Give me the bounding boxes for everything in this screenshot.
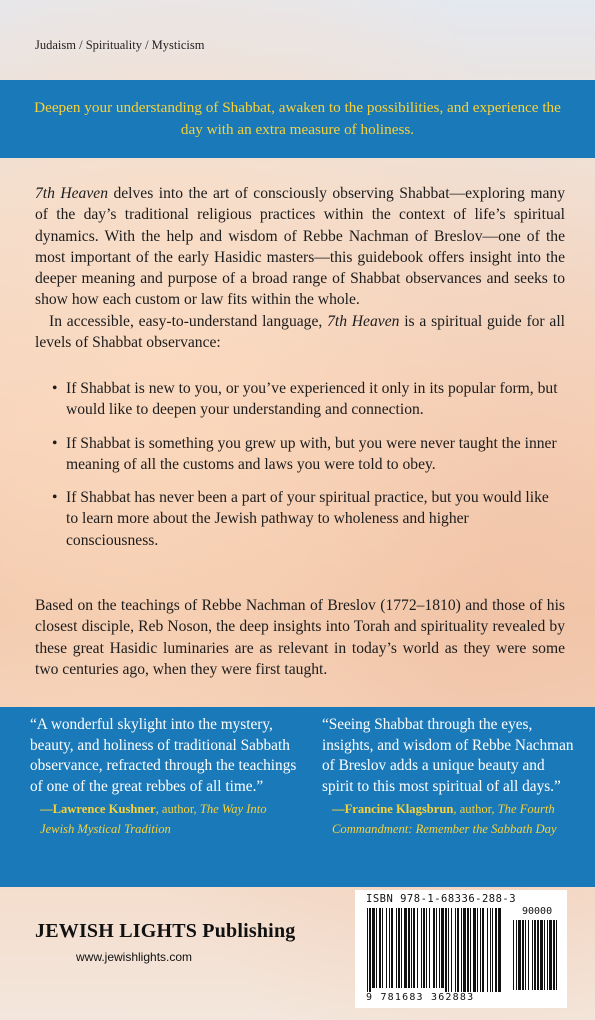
- tagline: Deepen your understanding of Shabbat, awaken to the possibilities, and experience the day with an extra measure of holiness.: [34, 99, 561, 138]
- price-code: 90000: [522, 906, 553, 917]
- bullet-item: • If Shabbat has never been a part of your spiritual practice, but you would like to learn more about the Jewish pathway to wholeness and higher consciousness.: [52, 487, 564, 551]
- bullet-item: • If Shabbat is new to you, or you’ve experienced it only in its popular form, but would like to deepen your understanding and connection.: [52, 378, 564, 421]
- quote-author: —Francine Klagsbrun: [332, 802, 454, 816]
- bullet-item: • If Shabbat is something you grew up with, but you were never taught the inner meaning of all the customs and laws you were told to obey.: [52, 433, 564, 476]
- quote-role: , author,: [155, 802, 200, 816]
- publisher-website: www.jewishlights.com: [76, 950, 193, 964]
- quote-klagsbrun: [322, 715, 577, 839]
- intro-text: delves into the art of consciously observing Shabbat—exploring many of the day’s traditional religious practices within the context of life’s spiritual dynamics. With the help and wisdom of Rebbe Nachman of Breslov—one of the most important of the early Hasidic masters—this guidebook offers insight into the deeper meaning and purpose of a broad range of Shabbat observances and seeks to show how each custom or law fits within the whole.: [35, 185, 565, 309]
- intro2-paragraph: [35, 311, 565, 354]
- closing-paragraph: Based on the teachings of Rebbe Nachman of Breslov (1772–1810) and those of his closest disciple, Reb Noson, the deep insights into Torah and spirituality revealed by these great Hasidic luminaries are as relevant in today’s world as they were some two centuries ago, when they were first taught.: [35, 597, 565, 678]
- quote-work: The Way Into Jewish Mystical Tradition: [40, 802, 267, 836]
- bullet-list: [52, 378, 564, 563]
- quote-role: , author,: [453, 802, 498, 816]
- barcode-number: 9 781683 362883: [366, 992, 475, 1003]
- quote-author: —Lawrence Kushner: [40, 802, 156, 816]
- quote-kushner: [30, 715, 300, 839]
- isbn-text: ISBN 978-1-68336-288-3: [366, 893, 517, 905]
- quote-work: The Fourth Commandment: Remember the Sabbath Day: [332, 802, 557, 836]
- intro-paragraph: [35, 183, 565, 311]
- book-title-italic: 7th Heaven: [35, 185, 108, 202]
- category-label: Judaism / Spirituality / Mysticism: [35, 38, 205, 52]
- publisher-logo: JEWISH LIGHTS Publishing: [35, 920, 296, 942]
- quote-text: “A wonderful skylight into the mystery, beauty, and holiness of traditional Sabbath observance, refracted through the teachings of one of the great rebbes of all time.”: [30, 716, 297, 795]
- intro2-after: is a spiritual guide for all levels of Shabbat observance:: [35, 313, 565, 352]
- quote-text: “Seeing Shabbat through the eyes, insights, and wisdom of Rebbe Nachman of Breslov adds a unique beauty and spirit to this most spiritual of all days.”: [322, 716, 574, 795]
- intro2-before: In accessible, easy-to-understand language,: [49, 313, 328, 330]
- quote-attribution: [322, 799, 577, 839]
- quote-attribution: [30, 799, 300, 839]
- book-title-italic-2: 7th Heaven: [327, 313, 400, 330]
- tagline-band: [0, 80, 595, 158]
